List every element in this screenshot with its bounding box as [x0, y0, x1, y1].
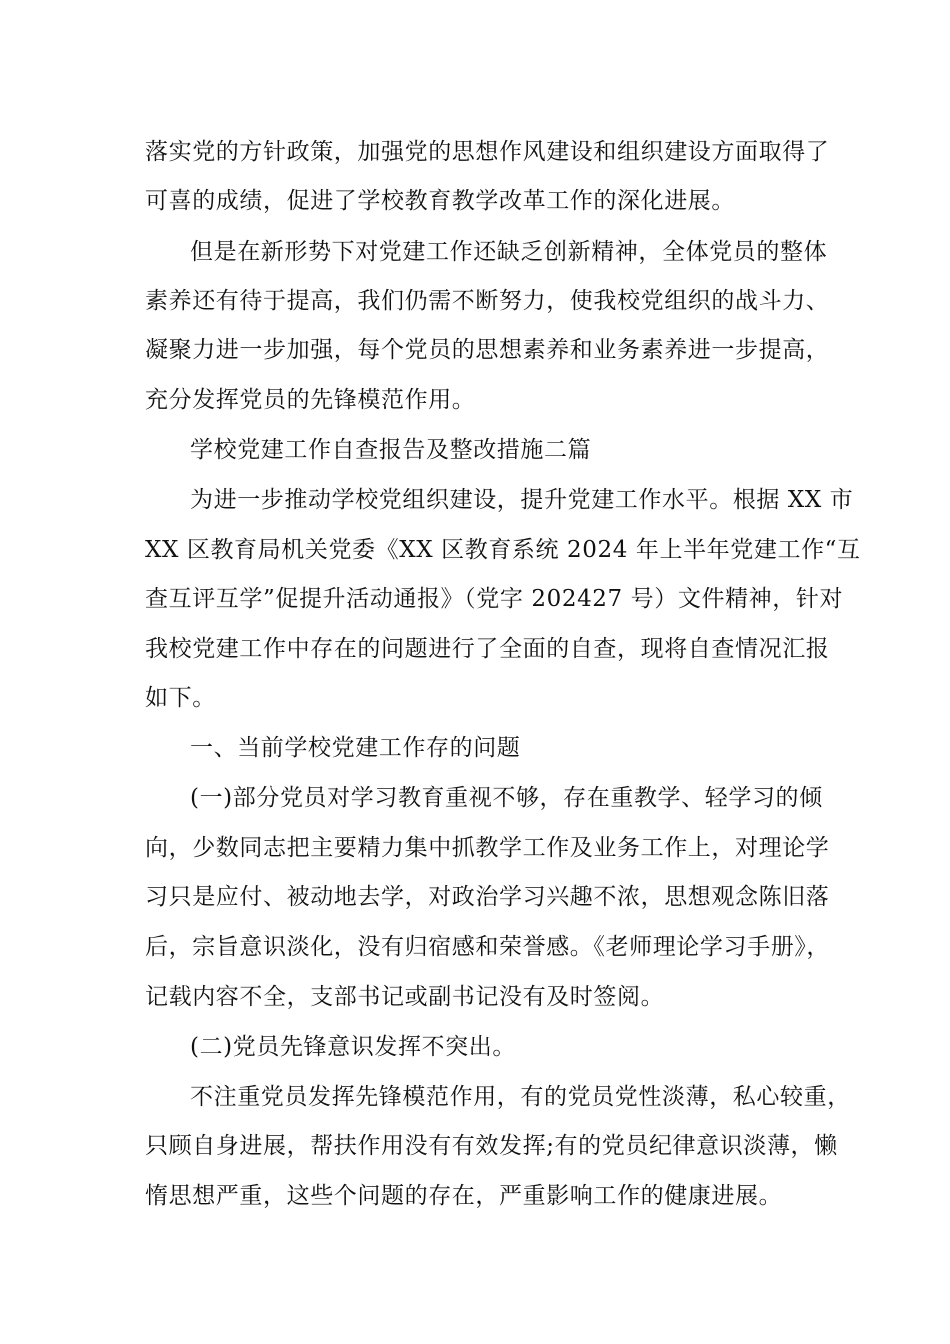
paragraph-line: 可喜的成绩，促进了学校教育教学改革工作的深化进展。 — [145, 188, 735, 214]
paragraph-line: 惰思想严重，这些个问题的存在，严重影响工作的健康进展。 — [145, 1183, 783, 1209]
paragraph-line: 记载内容不全，支部书记或副书记没有及时签阅。 — [145, 984, 665, 1010]
paragraph-line: 但是在新形势下对党建工作还缺乏创新精神，全体党员的整体 — [190, 239, 828, 265]
paragraph-line: 凝聚力进一步加强，每个党员的思想素养和业务素养进一步提高， — [145, 337, 830, 363]
section-heading: 一、当前学校党建工作存的问题 — [190, 735, 521, 761]
paragraph-line: 我校党建工作中存在的问题进行了全面的自查，现将自查情况汇报 — [145, 636, 830, 662]
paragraph-line: 落实党的方针政策，加强党的思想作风建设和组织建设方面取得了 — [145, 139, 830, 165]
paragraph-line: 后，宗旨意识淡化，没有归宿感和荣誉感。《老师理论学习手册》， — [145, 934, 830, 960]
paragraph-line: (一)部分党员对学习教育重视不够，存在重教学、轻学习的倾 — [190, 785, 823, 811]
paragraph-line: 查互评互学”促提升活动通报》（党字 202427 号）文件精神，针对 — [145, 586, 844, 612]
paragraph-line: XX 区教育局机关党委《XX 区教育系统 2024 年上半年党建工作“互 — [145, 537, 861, 563]
paragraph-line: 充分发挥党员的先锋模范作用。 — [145, 387, 476, 413]
paragraph-line: 习只是应付、被动地去学，对政治学习兴趣不浓，思想观念陈旧落 — [145, 884, 830, 910]
paragraph-line: 如下。 — [145, 685, 216, 711]
paragraph-line: 为进一步推动学校党组织建设，提升党建工作水平。根据 XX 市 — [190, 487, 854, 513]
paragraph-line: 向，少数同志把主要精力集中抓教学工作及业务工作上，对理论学 — [145, 835, 830, 861]
section-title: 学校党建工作自查报告及整改措施二篇 — [190, 437, 592, 463]
paragraph-line: 素养还有待于提高，我们仍需不断努力，使我校党组织的战斗力、 — [145, 288, 830, 314]
subsection-heading: (二)党员先锋意识发挥不突出。 — [190, 1034, 516, 1060]
paragraph-line: 只顾自身进展，帮扶作用没有有效发挥;有的党员纪律意识淡薄，懒 — [145, 1133, 838, 1159]
paragraph-line: 不注重党员发挥先锋模范作用，有的党员党性淡薄，私心较重， — [190, 1084, 851, 1110]
